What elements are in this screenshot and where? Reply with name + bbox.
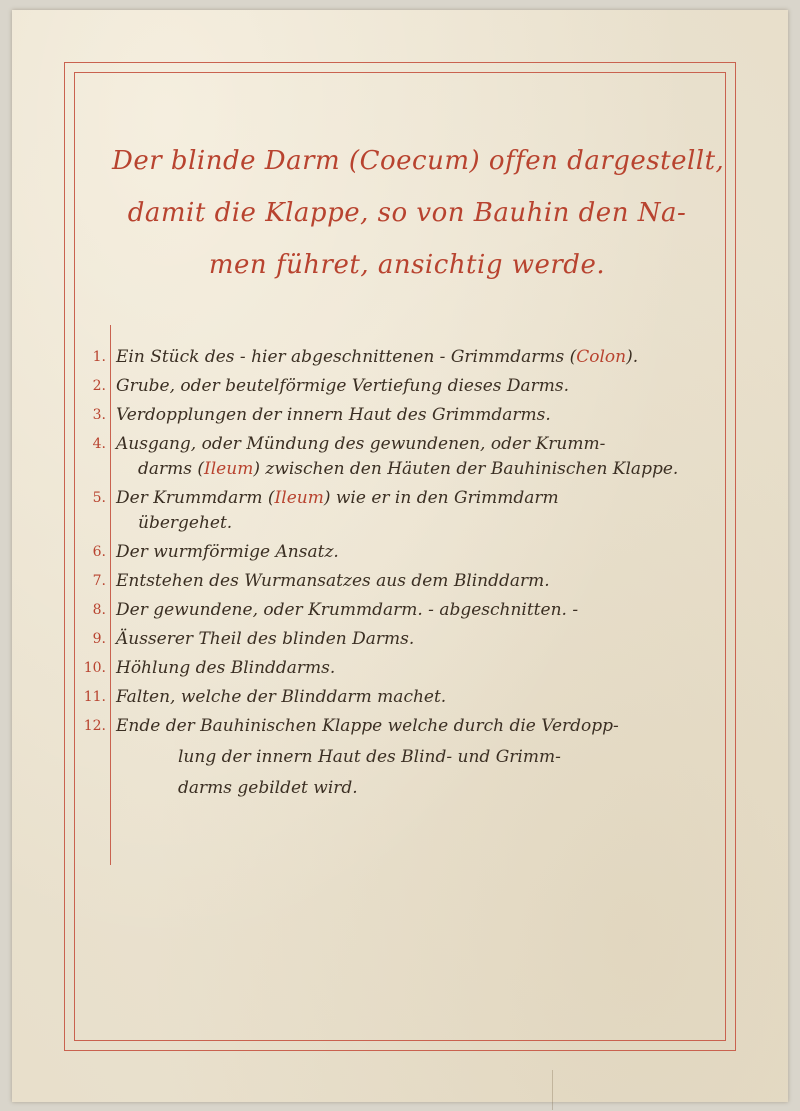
- item-text: Der wurmförmige Ansatz.: [116, 542, 339, 562]
- item-number: 9.: [92, 631, 106, 647]
- item-text: Ende der Bauhinischen Klappe welche durch die Verdopp-: [116, 716, 619, 736]
- legend-item: [78, 656, 738, 681]
- item-text: übergehet.: [138, 513, 233, 533]
- latin-term: Colon: [576, 347, 627, 367]
- item-number: 2.: [92, 378, 106, 394]
- legend-item: [78, 540, 738, 565]
- legend-item: [78, 345, 738, 370]
- item-number: 10.: [83, 660, 106, 676]
- item-text: Der Krummdarm (Ileum) wie er in den Grimmdarm: [116, 488, 559, 508]
- item-text: Grube, oder beutelförmige Vertiefung dieses Darms.: [116, 376, 570, 396]
- title-line: damit die Klappe, so von Bauhin den Na-: [127, 198, 687, 228]
- legend-item: [78, 403, 738, 428]
- legend-list: [78, 345, 738, 801]
- item-number: 12.: [83, 718, 106, 734]
- item-number: 7.: [92, 573, 106, 589]
- latin-term: Ileum: [204, 459, 254, 479]
- legend-item-continuation: [78, 745, 738, 770]
- legend-item: [78, 598, 738, 623]
- item-text: Äusserer Theil des blinden Darms.: [116, 629, 415, 649]
- item-number: 11.: [83, 689, 106, 705]
- legend-item-continuation: [78, 776, 738, 801]
- item-number: 8.: [92, 602, 106, 618]
- item-text: lung der innern Haut des Blind- und Grimm-: [178, 747, 561, 767]
- item-number: 1.: [92, 349, 106, 365]
- legend-item: [78, 627, 738, 652]
- item-number: 5.: [92, 490, 106, 506]
- legend-item: [78, 432, 738, 457]
- item-text: Höhlung des Blinddarms.: [116, 658, 336, 678]
- legend-item-continuation: [78, 511, 738, 536]
- legend-item: [78, 685, 738, 710]
- legend-item-continuation: [78, 457, 738, 482]
- item-text: Der gewundene, oder Krummdarm. - abgeschnitten. -: [116, 600, 579, 620]
- item-text: Ausgang, oder Mündung des gewundenen, oder Krumm-: [116, 434, 606, 454]
- legend-item: [78, 374, 738, 399]
- item-text: Falten, welche der Blinddarm machet.: [116, 687, 447, 707]
- item-text: darms (Ileum) zwischen den Häuten der Bauhinischen Klappe.: [138, 459, 679, 479]
- item-text: Verdopplungen der innern Haut des Grimmdarms.: [116, 405, 551, 425]
- item-text: Ein Stück des - hier abgeschnittenen - Grimmdarms (Colon).: [116, 347, 639, 367]
- latin-term: Ileum: [274, 488, 324, 508]
- manuscript-page: [12, 10, 788, 1102]
- item-number: 4.: [92, 436, 106, 452]
- legend-item: [78, 486, 738, 511]
- item-number: 6.: [92, 544, 106, 560]
- item-text: darms gebildet wird.: [178, 778, 358, 798]
- title-line: men führet, ansichtig werde.: [208, 250, 606, 280]
- title-line: Der blinde Darm (Coecum) offen dargestellt,: [112, 146, 725, 176]
- page-title: [112, 135, 725, 291]
- item-text: Entstehen des Wurmansatzes aus dem Blinddarm.: [116, 571, 550, 591]
- paper-fold-mark: [552, 1070, 553, 1110]
- legend-item: [78, 569, 738, 594]
- legend-item: [78, 714, 738, 739]
- item-number: 3.: [92, 407, 106, 423]
